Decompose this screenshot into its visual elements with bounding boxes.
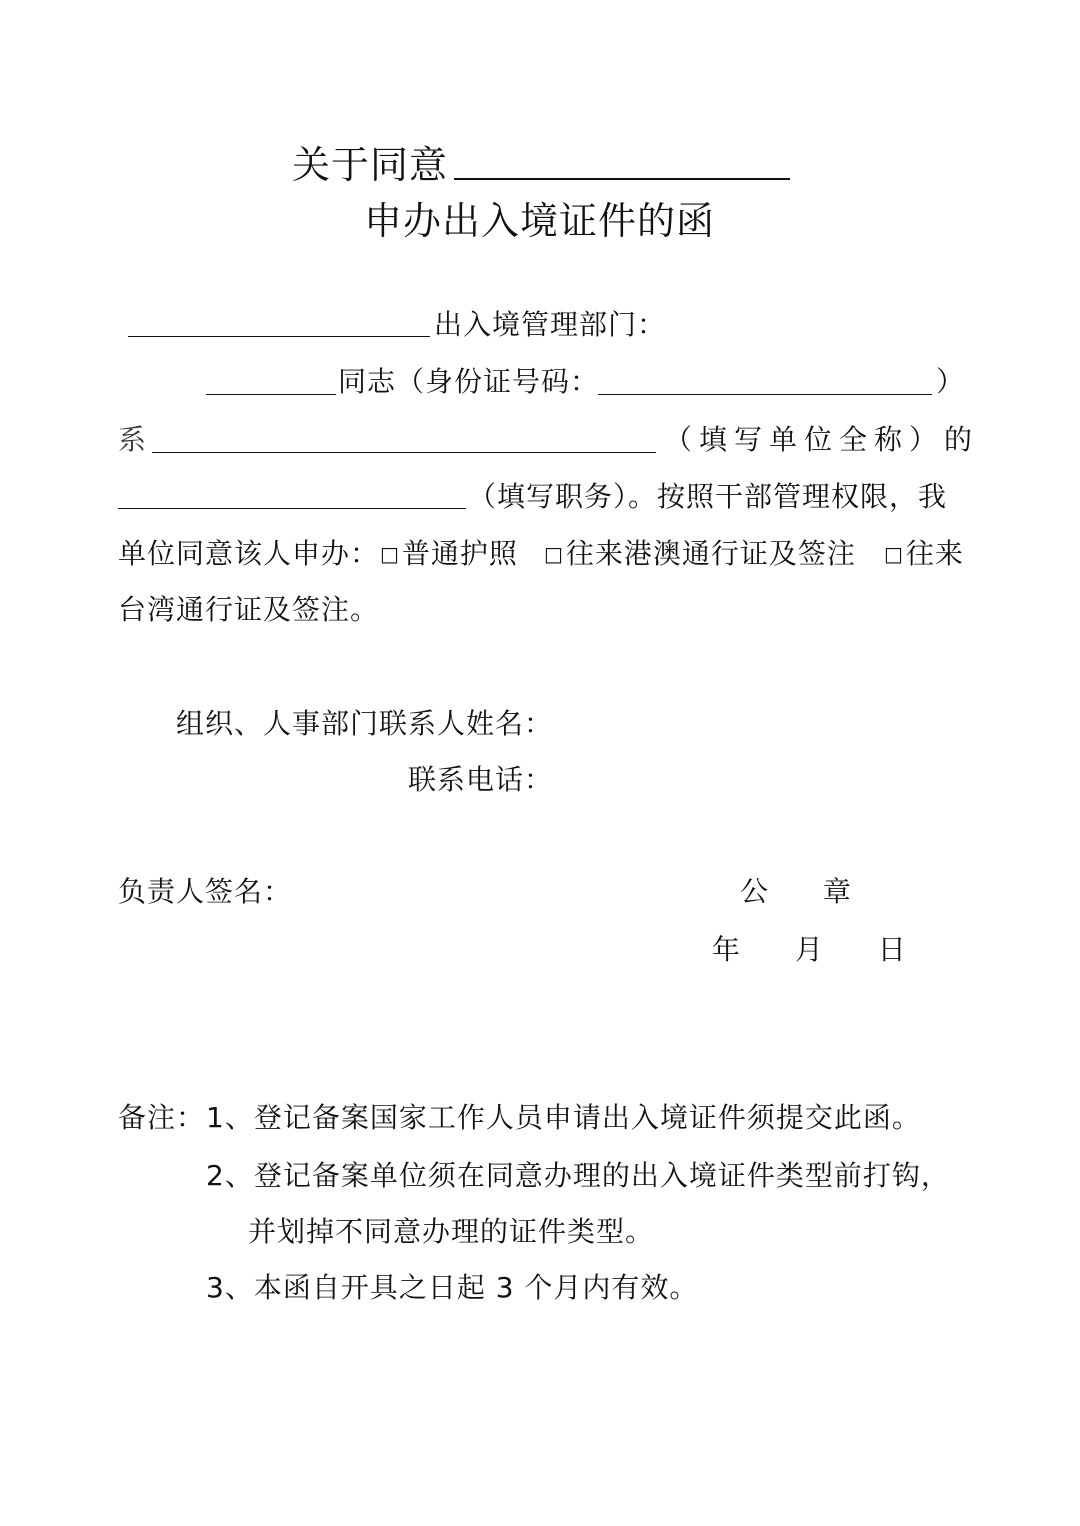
contact-phone-label: 联系电话： — [408, 763, 554, 796]
note-item-3: 3、本函自开具之日起 3 个月内有效。 — [206, 1271, 699, 1304]
note-item-2-continued: 并划掉不同意办理的证件类型。 — [248, 1215, 655, 1248]
name-blank[interactable] — [206, 358, 336, 395]
agree-prefix: 单位同意该人申办： — [118, 537, 380, 570]
unit-blank[interactable] — [152, 416, 656, 453]
title-applicant-blank[interactable] — [454, 134, 790, 180]
official-seal-label: 公 章 — [740, 875, 857, 908]
unit-hint: （填写单位全称）的 — [664, 423, 980, 456]
option-passport[interactable] — [380, 532, 518, 572]
option-taiwan-continued: 台湾通行证及签注。 — [118, 593, 380, 626]
id-number-blank[interactable] — [598, 358, 932, 395]
belongs-label: 系 — [118, 423, 148, 456]
option-taiwan-label: 往来 — [905, 537, 964, 570]
title-line-1: 关于同意 — [292, 143, 449, 187]
note-item-2: 2、登记备案单位须在同意办理的出入境证件类型前打钩， — [206, 1159, 950, 1192]
dept-blank[interactable] — [128, 300, 430, 337]
checkbox-icon[interactable]: □ — [884, 542, 904, 566]
checkbox-icon[interactable]: □ — [380, 542, 400, 566]
date-label: 年 月 日 — [712, 933, 912, 966]
duty-blank[interactable] — [118, 472, 466, 509]
note-item-1: 1、登记备案国家工作人员申请出入境证件须提交此函。 — [206, 1101, 921, 1134]
option-hk-macao-label: 往来港澳通行证及签注 — [565, 537, 856, 570]
option-hk-macao[interactable] — [544, 532, 856, 572]
signature-label: 负责人签名： — [118, 875, 293, 908]
checkbox-icon[interactable]: □ — [544, 542, 564, 566]
dept-label: 出入境管理部门： — [434, 308, 667, 341]
title-line-2: 申办出入境证件的函 — [364, 199, 716, 243]
option-passport-label: 普通护照 — [401, 537, 518, 570]
option-taiwan[interactable] — [884, 532, 964, 572]
comrade-label: 同志（身份证号码： — [338, 365, 600, 398]
duty-hint: （填写职务）。按照干部管理权限，我 — [468, 480, 948, 513]
contact-name-label: 组织、人事部门联系人姓名： — [176, 707, 554, 740]
notes-prefix: 备注： — [118, 1101, 206, 1134]
close-paren: ） — [936, 365, 966, 398]
